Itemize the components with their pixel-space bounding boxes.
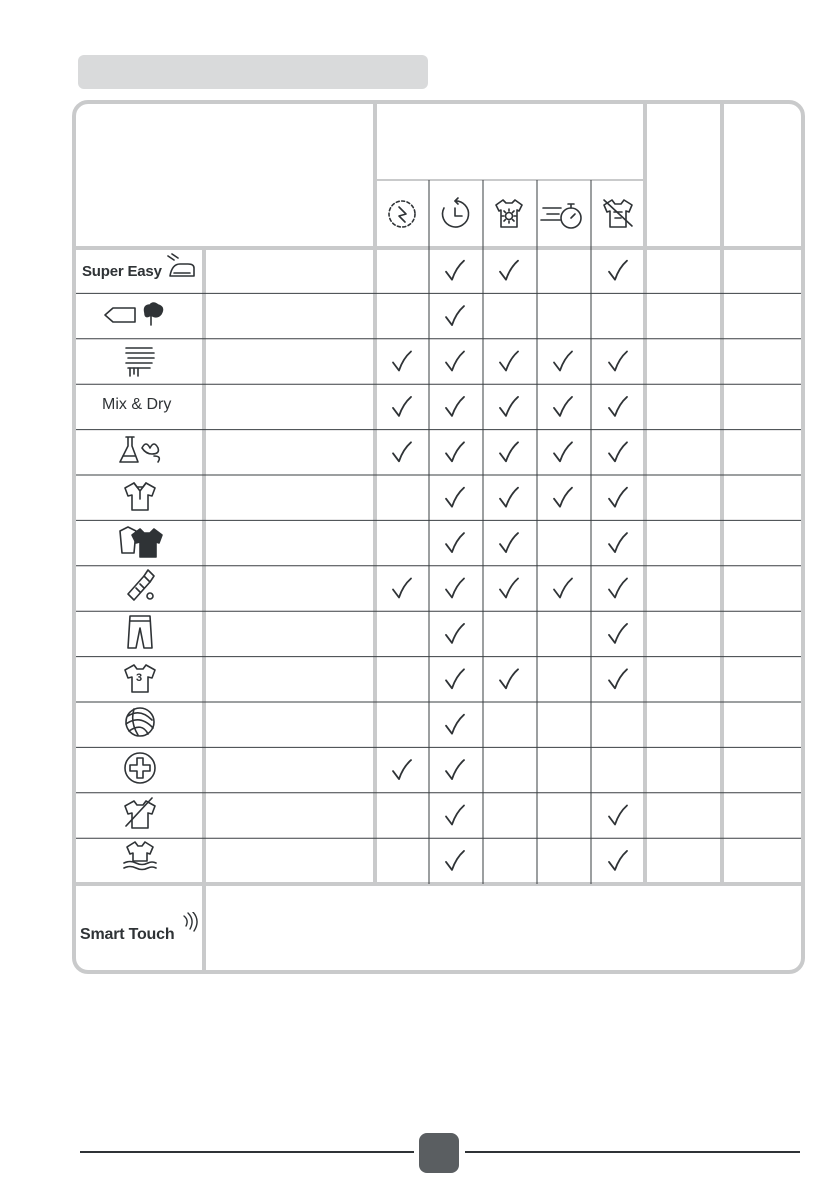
jeans-icon: [128, 616, 152, 648]
delicates-shirt-waves-icon: [124, 842, 156, 870]
stacked-towels-icon: [126, 348, 154, 376]
super-easy-iron-icon: [168, 254, 194, 276]
dark-garments-icon: [120, 527, 162, 557]
footer-rule-right: [465, 1151, 800, 1153]
mix-and-dry-logo: Mix & Dry: [102, 396, 172, 413]
baby-bottle-icon: [128, 570, 154, 600]
nfc-signal-icon: [182, 912, 204, 932]
page-number-badge: [419, 1133, 459, 1173]
hygiene-cross-icon: [125, 753, 155, 783]
wool-ball-icon: [126, 708, 154, 736]
footer-rule-left: [80, 1151, 414, 1153]
super-easy-logo: Super Easy: [82, 263, 162, 280]
smart-touch-logo: Smart Touch: [80, 926, 175, 943]
sport-shirt-number: 3: [136, 672, 143, 684]
tag-and-cotton-flower-icon: [105, 303, 162, 325]
refresh-shirt-icon: [125, 798, 155, 828]
synthetic-flask-butterfly-icon: [120, 437, 159, 462]
polo-shirt-icon: [125, 483, 155, 510]
